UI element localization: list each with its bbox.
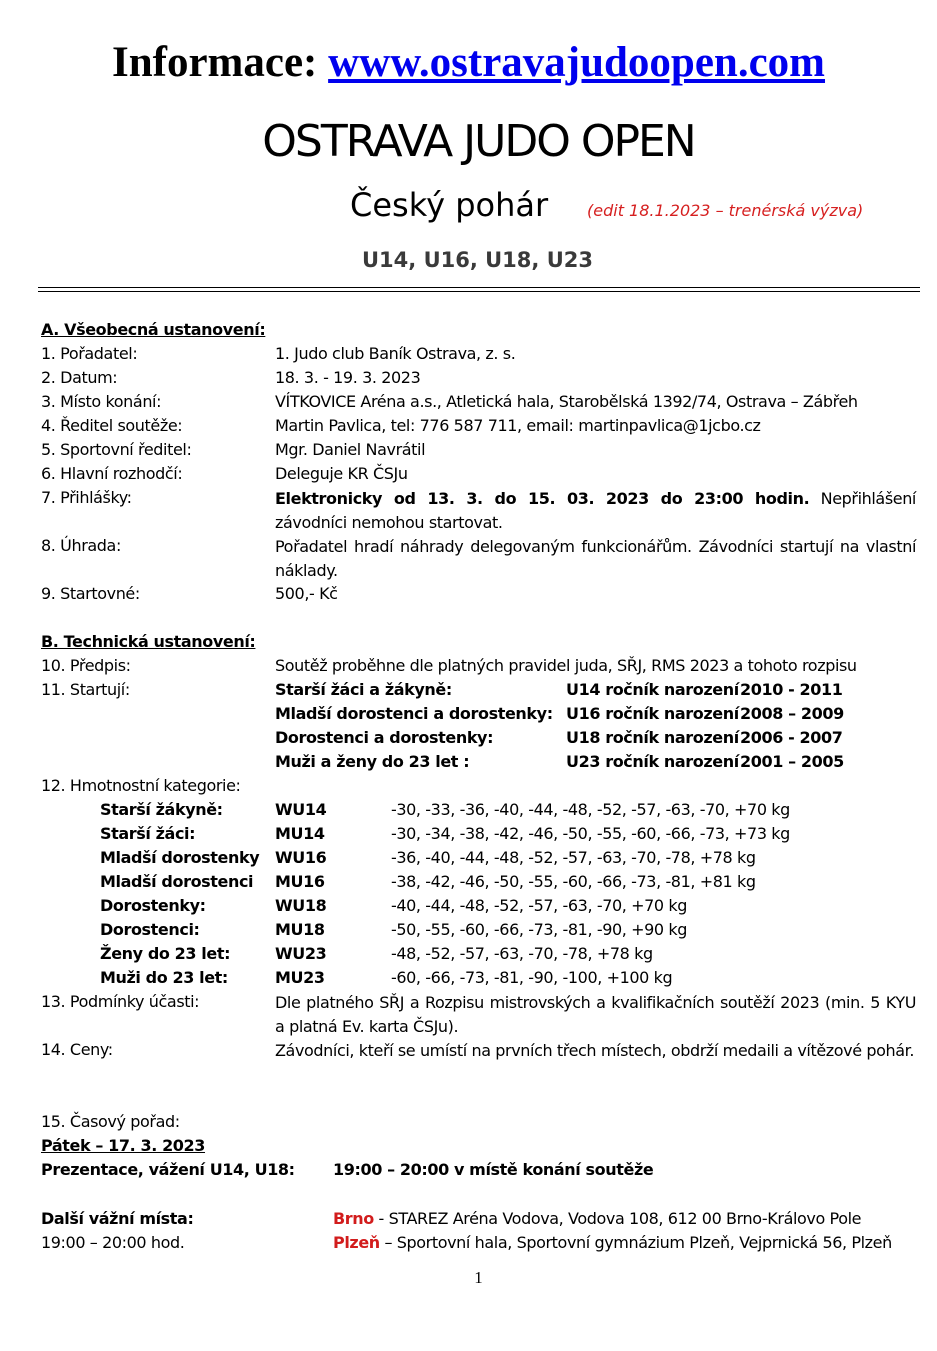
- weight-group-name: Muži do 23 let:: [100, 968, 228, 987]
- row-label: 1. Pořadatel:: [41, 344, 138, 363]
- presentation-value: 19:00 – 20:00 v místě konání soutěže: [333, 1160, 654, 1179]
- weight-classes: -50, -55, -60, -66, -73, -81, -90, +90 kg: [391, 920, 688, 939]
- weight-group-code: MU14: [275, 824, 325, 843]
- weight-classes: -30, -34, -38, -42, -46, -50, -55, -60, -66, -73, +73 kg: [391, 824, 790, 843]
- start-category: U16 ročník narození: [566, 704, 739, 723]
- weight-group-code: WU16: [275, 848, 327, 867]
- weight-group-code: WU23: [275, 944, 327, 963]
- info-line: [0, 38, 937, 88]
- row-label: 13. Podmínky účasti:: [41, 992, 200, 1011]
- plzen-city: Plzeň: [333, 1233, 380, 1252]
- row-value: Pořadatel hradí náhrady delegovaným funkcionářům. Závodníci startují na vlastní náklady.: [275, 537, 916, 580]
- registration-value: [275, 487, 916, 535]
- brno-city: Brno: [333, 1209, 374, 1228]
- row-label: 14. Ceny:: [41, 1040, 113, 1059]
- other-weighing-label: Další vážní místa:: [41, 1209, 194, 1228]
- weight-classes: -30, -33, -36, -40, -44, -48, -52, -57, -63, -70, +70 kg: [391, 800, 790, 819]
- start-years: 2001 – 2005: [740, 752, 844, 771]
- header-divider-top: [38, 287, 920, 288]
- document-title: OSTRAVA JUDO OPEN: [262, 116, 695, 167]
- row-label: 11. Startují:: [41, 680, 130, 699]
- row-value: 1. Judo club Baník Ostrava, z. s.: [275, 344, 516, 363]
- schedule-day: Pátek – 17. 3. 2023: [41, 1136, 206, 1155]
- presentation-label: Prezentace, vážení U14, U18:: [41, 1160, 295, 1179]
- plzen-address: – Sportovní hala, Sportovní gymnázium Plzeň, Vejprnická 56, Plzeň: [379, 1233, 892, 1252]
- brno-address: - STAREZ Aréna Vodova, Vodova 108, 612 00 Brno-Královo Pole: [373, 1209, 862, 1228]
- website-link[interactable]: www.ostravajudoopen.com: [328, 39, 826, 86]
- weight-group-name: Ženy do 23 let:: [100, 944, 231, 963]
- start-years: 2010 - 2011: [740, 680, 843, 699]
- info-label: Informace:: [111, 39, 318, 86]
- start-group: Mladší dorostenci a dorostenky:: [275, 704, 553, 723]
- registration-deadline: Elektronicky od 13. 3. do 15. 03. 2023 do 23:00 hodin.: [275, 489, 810, 508]
- start-years: 2006 - 2007: [740, 728, 843, 747]
- weight-group-code: WU14: [275, 800, 327, 819]
- row-label: 8. Úhrada:: [41, 536, 121, 555]
- row-label: 3. Místo konání:: [41, 392, 162, 411]
- weight-group-code: MU18: [275, 920, 325, 939]
- start-category: U14 ročník narození: [566, 680, 739, 699]
- row-label: 2. Datum:: [41, 368, 118, 387]
- row-label: 4. Ředitel soutěže:: [41, 416, 183, 435]
- weight-group-code: MU16: [275, 872, 325, 891]
- weight-group-name: Starší žáci:: [100, 824, 196, 843]
- schedule-heading: 15. Časový pořad:: [41, 1112, 180, 1131]
- weight-group-name: Mladší dorostenky: [100, 848, 260, 867]
- other-weighing-time: 19:00 – 20:00 hod.: [41, 1233, 185, 1252]
- weight-group-code: MU23: [275, 968, 325, 987]
- start-category: U18 ročník narození: [566, 728, 739, 747]
- header-divider-bottom: [38, 291, 920, 292]
- weight-classes: -60, -66, -73, -81, -90, -100, +100 kg: [391, 968, 673, 987]
- weight-classes: -36, -40, -44, -48, -52, -57, -63, -70, -78, +78 kg: [391, 848, 756, 867]
- row-label: 9. Startovné:: [41, 584, 140, 603]
- weight-classes: -38, -42, -46, -50, -55, -60, -66, -73, -81, +81 kg: [391, 872, 756, 891]
- section-a-heading: A. Všeobecná ustanovení:: [41, 320, 266, 339]
- edit-note: (edit 18.1.2023 – trenérská výzva): [587, 201, 864, 220]
- weight-group-code: WU18: [275, 896, 327, 915]
- row-value: Deleguje KR ČSJu: [275, 464, 408, 483]
- start-group: Dorostenci a dorostenky:: [275, 728, 494, 747]
- row-value: 18. 3. - 19. 3. 2023: [275, 368, 421, 387]
- row-value: Soutěž proběhne dle platných pravidel juda, SŘJ, RMS 2023 a tohoto rozpisu: [275, 656, 857, 675]
- weight-group-name: Starší žákyně:: [100, 800, 223, 819]
- plzen-location: [333, 1232, 892, 1254]
- weight-classes: -40, -44, -48, -52, -57, -63, -70, +70 kg: [391, 896, 688, 915]
- weight-group-name: Dorostenci:: [100, 920, 200, 939]
- row-label: 7. Přihlášky:: [41, 488, 132, 507]
- row-label: 12. Hmotnostní kategorie:: [41, 776, 241, 795]
- page-number: 1: [474, 1268, 483, 1287]
- document-subtitle: Český pohár: [350, 186, 549, 224]
- registration-note: Nepřihlášení závodníci nemohou startovat.: [275, 489, 916, 532]
- row-value: Závodníci, kteří se umístí na prvních třech místech, obdrží medaili a vítězové pohár.: [275, 1041, 915, 1060]
- weight-group-name: Mladší dorostenci: [100, 872, 254, 891]
- age-categories: U14, U16, U18, U23: [362, 248, 593, 272]
- row-value: VÍTKOVICE Aréna a.s., Atletická hala, Starobělská 1392/74, Ostrava – Zábřeh: [275, 392, 858, 411]
- row-value: Dle platného SŘJ a Rozpisu mistrovských a kvalifikačních soutěží 2023 (min. 5 KYU a platná Ev. karta ČSJu).: [275, 993, 916, 1036]
- start-years: 2008 – 2009: [740, 704, 844, 723]
- start-category: U23 ročník narození: [566, 752, 739, 771]
- row-value: Martin Pavlica, tel: 776 587 711, email: martinpavlica@1jcbo.cz: [275, 416, 761, 435]
- row-value: 500,- Kč: [275, 584, 338, 603]
- start-group: Starší žáci a žákyně:: [275, 680, 452, 699]
- start-group: Muži a ženy do 23 let :: [275, 752, 470, 771]
- row-label: 10. Předpis:: [41, 656, 131, 675]
- row-label: 5. Sportovní ředitel:: [41, 440, 192, 459]
- brno-location: [333, 1208, 861, 1230]
- row-value: Mgr. Daniel Navrátil: [275, 440, 426, 459]
- weight-group-name: Dorostenky:: [100, 896, 206, 915]
- section-b-heading: B. Technická ustanovení:: [41, 632, 256, 651]
- weight-classes: -48, -52, -57, -63, -70, -78, +78 kg: [391, 944, 653, 963]
- row-label: 6. Hlavní rozhodčí:: [41, 464, 183, 483]
